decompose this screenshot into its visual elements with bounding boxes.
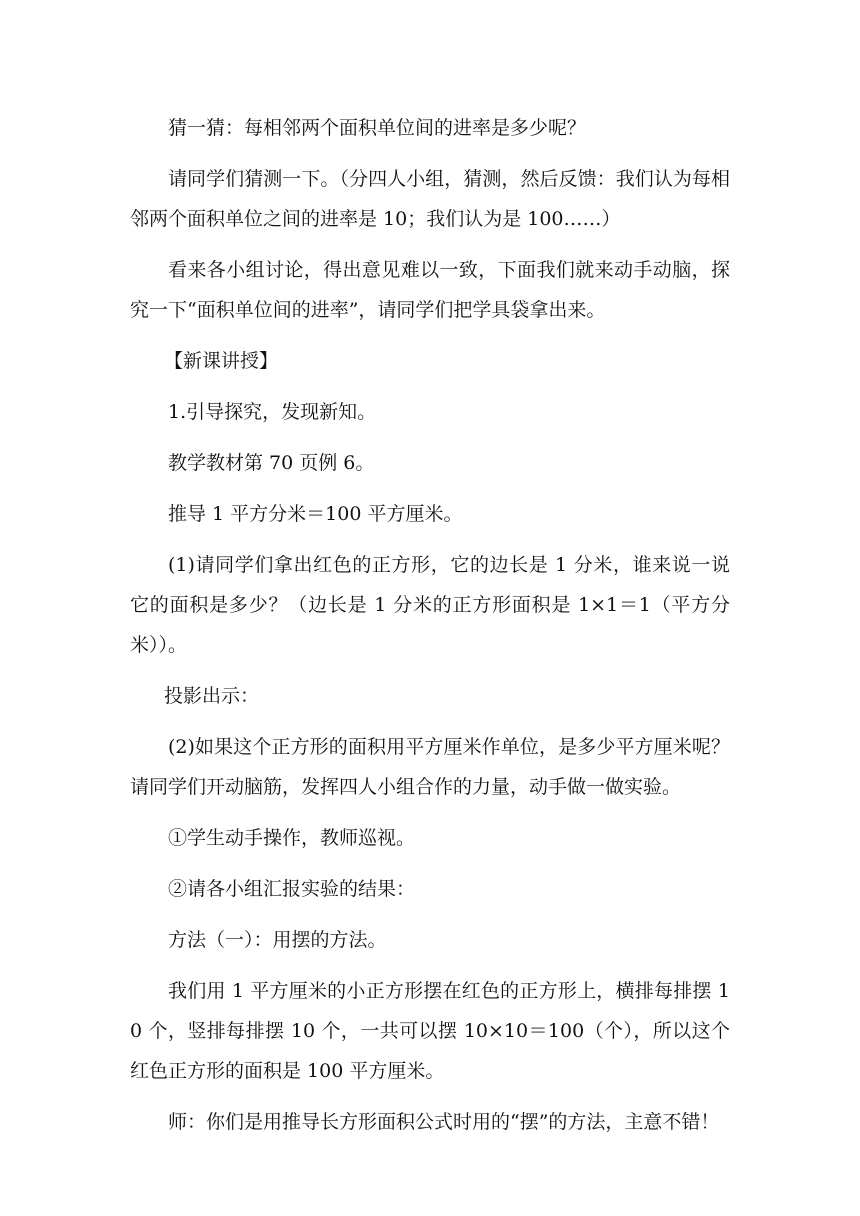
paragraph-guess-question: 猜一猜：每相邻两个面积单位间的进率是多少呢？ <box>168 117 587 139</box>
paragraph-guess-instruction: 请同学们猜测一下。（分四人小组，猜测，然后反馈：我们认为每相邻两个面积单位之间的进率是 10；我们认为是 100……） <box>130 168 730 230</box>
paragraph-sub-2: ②请各小组汇报实验的结果： <box>168 878 416 900</box>
paragraph-discussion: 看来各小组讨论，得出意见难以一致，下面我们就来动手动脑，探究一下“面积单位间的进率”，请同学们把学具袋拿出来。 <box>130 259 730 321</box>
paragraph-method-1: 方法（一）：用摆的方法。 <box>168 929 387 951</box>
paragraph-item-2: (2)如果这个正方形的面积用平方厘米作单位，是多少平方厘米呢？请同学们开动脑筋，发挥四人小组合作的力量，动手做一做实验。 <box>130 736 730 798</box>
document-body <box>130 108 730 1153</box>
paragraph-projection: 投影出示： <box>164 685 260 707</box>
paragraph-step-1: 1.引导探究，发现新知。 <box>168 401 377 423</box>
paragraph-method-1-detail: 我们用 1 平方厘米的小正方形摆在红色的正方形上，横排每排摆 10 个，竖排每排摆 10 个，一共可以摆 10×10＝100（个），所以这个红色正方形的面积是 100 平方厘米。 <box>130 980 730 1082</box>
paragraph-textbook-example: 教学教材第 70 页例 6。 <box>168 452 375 474</box>
paragraph-sub-1: ①学生动手操作，教师巡视。 <box>168 827 416 849</box>
paragraph-item-1: (1)请同学们拿出红色的正方形，它的边长是 1 分米，谁来说一说它的面积是多少？（边长是 1 分米的正方形面积是 1×1＝1（平方分米））。 <box>130 554 730 656</box>
paragraph-derivation: 推导 1 平方分米＝100 平方厘米。 <box>168 503 463 525</box>
section-heading-new-lesson: 【新课讲授】 <box>164 350 279 372</box>
paragraph-teacher-comment: 师：你们是用推导长方形面积公式时用的“摆”的方法，主意不错！ <box>168 1111 720 1133</box>
